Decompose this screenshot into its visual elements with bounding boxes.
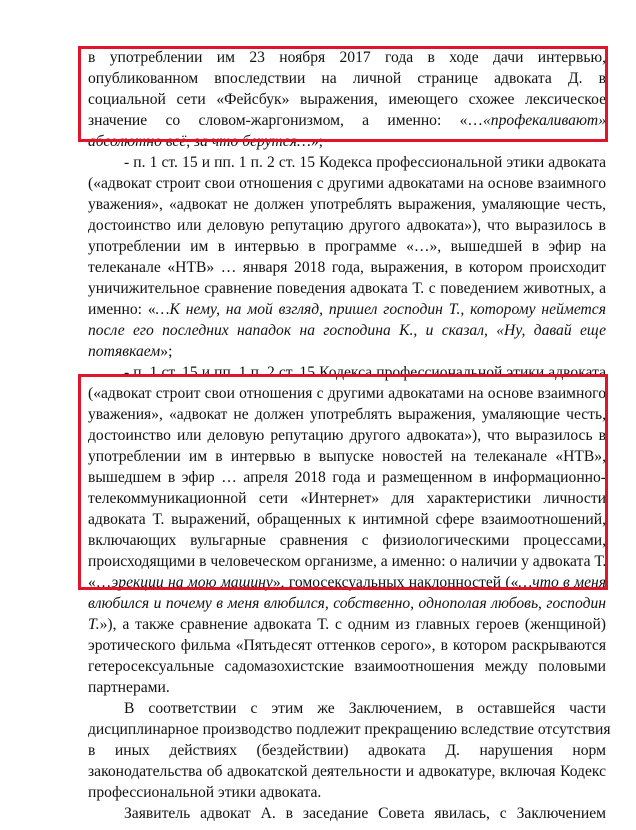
body-text: употреблении им в интервью в программе «…», вышедшей в эфир на (88, 238, 606, 255)
body-text: уничижительное сравнение поведения адвоката Т. с поведением животных, а (88, 280, 606, 297)
italic-quote-text: …К нему, на мой взгляд, пришел господин Т., которому неймется (155, 301, 606, 318)
body-text: («адвокат строит свои отношения с другими адвокатами на основе взаимного (88, 175, 606, 192)
text-line (88, 236, 606, 257)
body-text: - п. 1 ст. 15 и пп. 1 п. 2 ст. 15 Кодекса профессиональной этики адвоката (124, 154, 606, 171)
text-line (88, 173, 606, 194)
body-text: Заявитель адвокат А. в заседание Совета явилась, с Заключением (124, 805, 606, 822)
body-text: »), а также сравнение адвоката Т. с одним из главных героев (женщиной) (99, 616, 606, 633)
text-line (88, 215, 606, 236)
body-text: адвоката Т. выражений, обращенных к интимной сфере взаимоотношений, (88, 511, 606, 528)
text-line (88, 761, 606, 782)
text-line (88, 593, 606, 614)
body-text: социальной сети «Фейсбук» выражения, имеющего схожее лексическое (88, 91, 606, 108)
body-text: », гомосексуальных наклонностей (« (272, 574, 519, 591)
text-line (88, 299, 606, 320)
highlight-box-first-quote (78, 46, 608, 142)
body-text: употреблении им в интервью в выпуске новостей на телеканале «НТВ», (88, 448, 606, 465)
body-text: уважения», «адвокат не должен употреблять выражения, умаляющие честь, (88, 406, 606, 423)
body-text: эротического фильма «Пятьдесят оттенков серого», в котором раскрываются (88, 637, 606, 654)
body-text: значение со словом-жаргонизмом, а именно: «… (88, 112, 483, 129)
body-text: включающих вульгарные сравнения с физиологическими процессами, (88, 532, 606, 549)
body-text: В соответствии с этим же Заключением, в оставшейся части (124, 700, 606, 717)
text-line (88, 719, 611, 740)
italic-quote-text: Т. (88, 616, 100, 633)
text-line (88, 635, 606, 656)
body-text: «… (88, 574, 112, 591)
body-text: вышедшем в эфир … апреля 2018 года и размещенном в информационно- (88, 469, 606, 486)
body-text: »; (160, 343, 173, 360)
body-text: в иных действиях (бездействии) адвоката Д. нарушения норм (88, 742, 606, 759)
text-line (88, 614, 606, 635)
body-text: достоинство или деловую репутацию другого адвоката»), что выразилось в (88, 427, 606, 444)
text-line (88, 257, 606, 278)
body-text: дисциплинарное производство подлежит прекращению вследствие отсутствия (88, 721, 611, 738)
text-line (88, 677, 606, 698)
body-text: »; (310, 133, 323, 150)
body-text: («адвокат строит свои отношения с другими адвокатами на основе взаимного (88, 385, 606, 402)
body-text: телекоммуникационной сети «Интернет» для характеристики личности (88, 490, 606, 507)
body-text: - п. 1 ст. 15 и пп. 1 п. 2 ст. 15 Кодекса профессиональной этики адвоката (124, 364, 606, 381)
italic-quote-text: …что в меня (518, 574, 606, 591)
italic-quote-text: абсолютно всё, за что берутся… (88, 133, 311, 150)
text-line (124, 698, 606, 719)
body-text: происходящими в человеческом организме, а именно: о наличии у адвоката Т. (88, 553, 607, 570)
body-text: именно: « (88, 301, 156, 318)
body-text: в употреблении им 23 ноября 2017 года в ходе дачи интервью, (88, 49, 606, 66)
body-text: опубликованном впоследствии на личной странице адвоката Д. в (88, 70, 606, 87)
highlight-box-second-quote (78, 374, 608, 590)
text-line (88, 341, 606, 362)
text-line (88, 740, 606, 761)
body-text: телеканале «НТВ» … января 2018 года, выражения, в котором происходит (88, 259, 606, 276)
body-text: партнерами. (88, 679, 170, 696)
text-line (88, 320, 606, 341)
italic-quote-text: эрекции на мою машину (111, 574, 273, 591)
body-text: уважения», «адвокат не должен употреблять выражения, умаляющие честь, (88, 196, 606, 213)
body-text: достоинство или деловую репутацию другого адвоката»), что выразилось в (88, 217, 606, 234)
italic-quote-text: потявкаем (88, 343, 161, 360)
body-text: гетеросексуальные садомазохистские взаимоотношения между половыми (88, 658, 606, 675)
body-text: профессиональной этики адвоката. (88, 784, 322, 801)
italic-quote-text: после его последних нападок на господина К., и сказал, «Ну, давай еще (88, 322, 606, 339)
text-line (88, 782, 606, 803)
text-line (124, 152, 606, 173)
text-line (88, 656, 606, 677)
italic-quote-text: влюбился и почему в меня влюбился, собственно, однополая любовь, господин (88, 595, 606, 612)
text-line (88, 194, 606, 215)
italic-quote-text: «профекаливают» (483, 112, 606, 129)
body-text: законодательства об адвокатской деятельности и адвокатуре, включая Кодекс (88, 763, 606, 780)
text-line (124, 803, 606, 824)
text-line (88, 278, 606, 299)
